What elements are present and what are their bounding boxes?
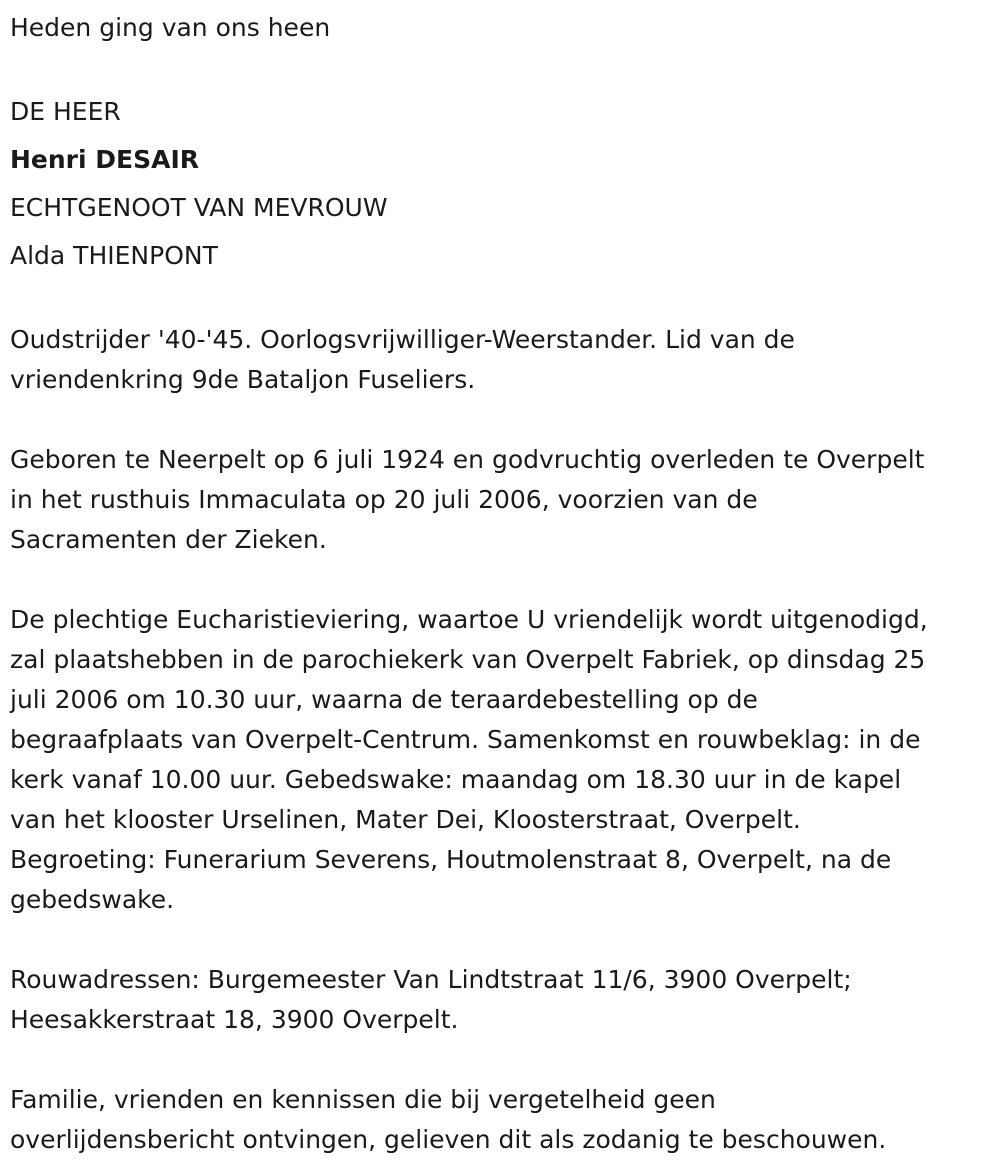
ceremony-line: begraafplaats van Overpelt-Centrum. Samenkomst en rouwbeklag: in de [10, 725, 921, 754]
ceremony-line: zal plaatshebben in de parochiekerk van Overpelt Fabriek, op dinsdag 25 [10, 645, 926, 674]
ceremony-line: Begroeting: Funerarium Severens, Houtmolenstraat 8, Overpelt, na de [10, 845, 892, 874]
spacer [10, 560, 990, 600]
ceremony-paragraph [10, 600, 990, 920]
birth-death-paragraph [10, 440, 990, 560]
closing-paragraph [10, 1080, 990, 1160]
spouse-name: Alda THIENPONT [10, 241, 218, 270]
birth-death-line: Sacramenten der Zieken. [10, 525, 327, 554]
ceremony-line: kerk vanaf 10.00 uur. Gebedswake: maandag om 18.30 uur in de kapel [10, 765, 902, 794]
spacer [10, 1040, 990, 1080]
intro-text: Heden ging van ons heen [10, 13, 331, 42]
biography-paragraph [10, 320, 990, 400]
title-prefix: DE HEER [10, 97, 121, 126]
ceremony-line: gebedswake. [10, 885, 175, 914]
biography-line: vriendenkring 9de Bataljon Fuseliers. [10, 365, 476, 394]
closing-line: Familie, vrienden en kennissen die bij vergetelheid geen [10, 1085, 716, 1114]
spouse-label: ECHTGENOOT VAN MEVROUW [10, 193, 388, 222]
spacer [10, 400, 990, 440]
ceremony-line: juli 2006 om 10.30 uur, waarna de teraardebestelling op de [10, 685, 758, 714]
spacer [10, 920, 990, 960]
spacer [10, 48, 990, 88]
address-line: Heesakkerstraat 18, 3900 Overpelt. [10, 1005, 459, 1034]
addresses-paragraph [10, 960, 990, 1040]
birth-death-line: Geboren te Neerpelt op 6 juli 1924 en godvruchtig overleden te Overpelt [10, 445, 925, 474]
deceased-name: Henri DESAIR [10, 145, 200, 174]
closing-line: overlijdensbericht ontvingen, gelieven dit als zodanig te beschouwen. [10, 1125, 887, 1154]
biography-line: Oudstrijder '40-'45. Oorlogsvrijwilliger-Weerstander. Lid van de [10, 325, 795, 354]
spacer [10, 280, 990, 320]
birth-death-line: in het rusthuis Immaculata op 20 juli 2006, voorzien van de [10, 485, 758, 514]
ceremony-line: van het klooster Urselinen, Mater Dei, Kloosterstraat, Overpelt. [10, 805, 801, 834]
ceremony-line: De plechtige Eucharistieviering, waartoe U vriendelijk wordt uitgenodigd, [10, 605, 928, 634]
address-line: Rouwadressen: Burgemeester Van Lindtstraat 11/6, 3900 Overpelt; [10, 965, 852, 994]
